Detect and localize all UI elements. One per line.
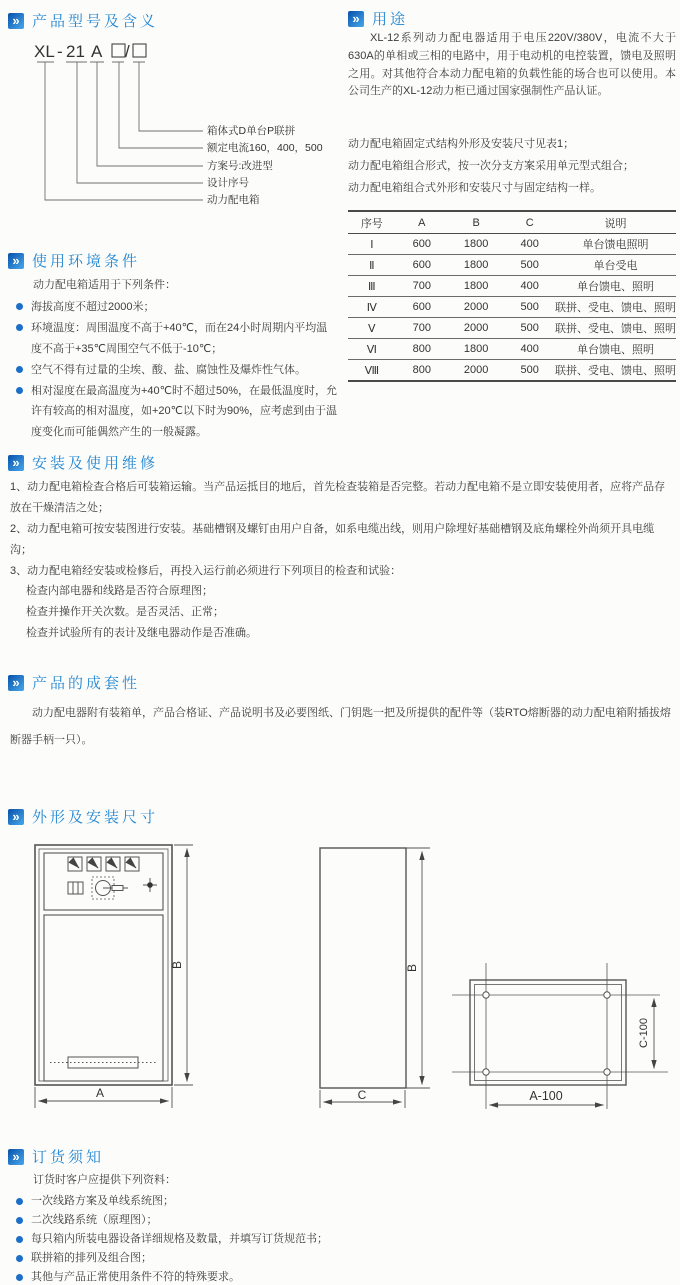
mounting-plan-drawing xyxy=(452,963,668,1109)
front-view-drawing xyxy=(35,845,193,1108)
cell: 600 xyxy=(396,234,448,255)
section-header-dimensions xyxy=(8,806,158,827)
cell: 2000 xyxy=(448,318,505,339)
switch-knob-icon xyxy=(92,877,128,899)
cell: 500 xyxy=(504,255,555,276)
cell: 单台馈电、照明 xyxy=(555,276,676,297)
section-chevron-icon: » xyxy=(8,1149,24,1165)
bullet-icon xyxy=(16,303,23,310)
list-item-text: 联拼箱的排列及组合图； xyxy=(31,1251,152,1264)
environment-intro: 动力配电箱适用于下列条件： xyxy=(33,279,176,291)
label-rated-current: 额定电流160，400，500 xyxy=(207,142,323,154)
instrument-panel xyxy=(44,853,163,910)
table-row xyxy=(348,255,676,276)
col-header: A xyxy=(396,211,448,234)
dim-label-C100: C-100 xyxy=(638,1018,650,1048)
section-header-usage xyxy=(348,8,408,29)
table-row xyxy=(348,234,676,255)
usage-notes xyxy=(348,133,678,199)
dim-label-A100: A-100 xyxy=(529,1089,563,1103)
usage-note: 动力配电箱组合式外形和安装尺寸与固定结构一样。 xyxy=(348,182,601,194)
cell: 400 xyxy=(504,339,555,360)
bullet-icon xyxy=(16,366,23,373)
list-item-text: 相对湿度在最高温度为+40℃时不超过50%，在最低温度时，允许有较高的相对温度，如+20℃以下时为90%，应考虑到由于温度变化而可能偶然产生的一般凝露。 xyxy=(31,384,338,439)
cabinet-door xyxy=(44,915,163,1081)
installation-item: 3、动力配电箱经安装或检修后，再投入运行前必须进行下列项目的检查和试验： xyxy=(10,564,402,577)
model-leader-lines xyxy=(37,62,203,200)
bullet-icon xyxy=(16,1255,23,1262)
cell: Ⅷ xyxy=(348,360,396,382)
model-design: 21 xyxy=(66,42,85,61)
list-item xyxy=(16,1249,656,1268)
cell: 2000 xyxy=(448,297,505,318)
completeness-paragraph: 动力配电器附有装箱单，产品合格证、产品说明书及必要图纸、门钥匙一把及所提供的配件等（装RTO熔断器的动力配电箱附插拔熔断器手柄一只）。 xyxy=(10,707,671,746)
bullet-icon xyxy=(16,1198,23,1205)
meter-icon xyxy=(87,857,101,871)
cell: 800 xyxy=(396,339,448,360)
cell: 500 xyxy=(504,360,555,382)
environment-list xyxy=(16,297,338,443)
label-box-type: 箱体式D单台P联拼 xyxy=(207,125,296,137)
cell: 联拼、受电、馈电、照明 xyxy=(555,297,676,318)
model-current-box xyxy=(112,44,125,57)
usage-paragraph: XL-12系列动力配电器适用于电压220V/380V，电流不大于630A的单相或三相的电路中，用于电动机的电控装置，馈电及照明之用。对其他符合本动力配电箱的负载性能的场合也可以使用。本公司生产的XL-12动力柜已通过国家强制性产品认证。 xyxy=(348,32,676,98)
list-item xyxy=(16,381,338,444)
list-item xyxy=(16,297,338,318)
cell: 1800 xyxy=(448,234,505,255)
usage-note: 动力配电箱组合形式，按一次分支方案采用单元型式组合； xyxy=(348,160,634,172)
list-item xyxy=(16,1192,656,1211)
meter-icon xyxy=(106,857,120,871)
cell: Ⅱ xyxy=(348,255,396,276)
cell: Ⅴ xyxy=(348,318,396,339)
section-chevron-icon: » xyxy=(8,675,24,691)
cell: 单台馈电照明 xyxy=(555,234,676,255)
table-row xyxy=(348,339,676,360)
section-header-model xyxy=(8,10,158,31)
model-code-text xyxy=(34,42,130,61)
section-header-completeness xyxy=(8,672,140,693)
label-scheme-no: 方案号:改进型 xyxy=(207,160,273,172)
ordering-intro: 订货时客户应提供下列资料： xyxy=(33,1174,176,1186)
list-item xyxy=(16,1211,656,1230)
cell: Ⅰ xyxy=(348,234,396,255)
mounting-hole xyxy=(604,992,610,998)
dim-label-A: A xyxy=(95,1086,105,1100)
model-slash: / xyxy=(125,42,130,61)
cell: 800 xyxy=(396,360,448,382)
cell: 400 xyxy=(504,276,555,297)
section-chevron-icon: » xyxy=(348,11,364,27)
cell: 联拼、受电、馈电、照明 xyxy=(555,318,676,339)
section-chevron-icon: » xyxy=(8,809,24,825)
usage-note: 动力配电箱固定式结构外形及安装尺寸见表1； xyxy=(348,138,575,150)
bullet-icon xyxy=(16,387,23,394)
cell: Ⅲ xyxy=(348,276,396,297)
model-code-diagram xyxy=(25,33,343,219)
mounting-hole xyxy=(604,1069,610,1075)
table-header-row xyxy=(348,211,676,234)
hole-centerlines xyxy=(452,963,668,1109)
table-row xyxy=(348,297,676,318)
cell: 400 xyxy=(504,234,555,255)
cell: 单台馈电、照明 xyxy=(555,339,676,360)
table-row xyxy=(348,360,676,382)
list-item-text: 环境温度：周围温度不高于+40℃，而在24小时周期内平均温度不高于+35℃周围空气不低于-10℃； xyxy=(31,321,328,355)
indicator-lamp-icon xyxy=(143,878,157,892)
section-title-environment: 使用环境条件 xyxy=(32,253,141,270)
meter-icon xyxy=(68,857,82,871)
dim-label-B: B xyxy=(405,963,419,973)
mounting-hole xyxy=(483,992,489,998)
col-header: C xyxy=(504,211,555,234)
list-item-text: 空气不得有过量的尘埃、酸、盐、腐蚀性及爆炸性气体。 xyxy=(31,363,306,376)
cell: 600 xyxy=(396,255,448,276)
model-dash: - xyxy=(57,42,63,61)
cell: 500 xyxy=(504,318,555,339)
section-header-environment xyxy=(8,250,140,271)
list-item xyxy=(16,318,338,360)
section-title-completeness: 产品的成套性 xyxy=(32,675,141,692)
cell: 1800 xyxy=(448,276,505,297)
side-view-drawing xyxy=(320,848,430,1108)
list-item-text: 其他与产品正常使用条件不符的特殊要求。 xyxy=(31,1270,240,1283)
table-row xyxy=(348,276,676,297)
table-row xyxy=(348,318,676,339)
section-chevron-icon: » xyxy=(8,13,24,29)
list-item xyxy=(16,1268,656,1285)
col-header: 说明 xyxy=(555,211,676,234)
label-design-no: 设计序号 xyxy=(207,177,249,189)
dim-label-B: B xyxy=(170,960,184,970)
bullet-icon xyxy=(16,1236,23,1243)
bullet-icon xyxy=(16,1274,23,1281)
cell: 单台受电 xyxy=(555,255,676,276)
cell: 联拼、受电、馈电、照明 xyxy=(555,360,676,382)
model-scheme: A xyxy=(91,42,103,61)
section-title-ordering: 订货须知 xyxy=(32,1149,105,1166)
col-header: B xyxy=(448,211,505,234)
cell: 700 xyxy=(396,276,448,297)
outline-drawings xyxy=(0,835,680,1125)
installation-check-item: 检查并试验所有的表计及继电器动作是否准确。 xyxy=(26,627,257,640)
installation-text xyxy=(10,477,674,644)
list-item xyxy=(16,360,338,381)
section-title-installation: 安装及使用维修 xyxy=(32,455,159,472)
section-title-dimensions: 外形及安装尺寸 xyxy=(32,809,159,826)
model-labels xyxy=(207,124,323,206)
installation-item: 2、动力配电箱可按安装图进行安装。基础槽钢及螺钉由用户自备，如系电缆出线，则用户除埋好基础槽钢及底角螺栓外尚须开具电缆沟； xyxy=(10,522,655,556)
cell: 1800 xyxy=(448,339,505,360)
cell: 500 xyxy=(504,297,555,318)
terminal-block-icon xyxy=(68,882,83,894)
label-product: 动力配电箱 xyxy=(207,194,260,206)
cell: Ⅵ xyxy=(348,339,396,360)
dim-label-C: C xyxy=(357,1088,367,1102)
meter-icon xyxy=(125,857,139,871)
cell: 2000 xyxy=(448,360,505,382)
section-chevron-icon: » xyxy=(8,455,24,471)
section-title-model: 产品型号及含义 xyxy=(32,13,159,30)
installation-check-item: 检查并操作开关次数。是否灵活、正常； xyxy=(26,606,224,619)
list-item-text: 海拔高度不超过2000米； xyxy=(31,301,155,313)
cell: Ⅳ xyxy=(348,297,396,318)
col-header: 序号 xyxy=(348,211,396,234)
section-header-installation xyxy=(8,452,158,473)
list-item-text: 一次线路方案及单线系统图； xyxy=(31,1195,174,1207)
section-header-ordering xyxy=(8,1146,104,1167)
list-item xyxy=(16,1230,656,1249)
model-family: XL xyxy=(34,42,55,61)
mounting-hole xyxy=(483,1069,489,1075)
installation-check-item: 检查内部电器和线路是否符合原理图； xyxy=(26,585,213,598)
size-table xyxy=(348,210,676,382)
list-item-text: 二次线路系统（原理图）； xyxy=(31,1213,158,1226)
bullet-icon xyxy=(16,324,23,331)
cell: 600 xyxy=(396,297,448,318)
cell: 700 xyxy=(396,318,448,339)
cell: 1800 xyxy=(448,255,505,276)
cable-gland-slot xyxy=(50,1057,157,1068)
section-title-usage: 用途 xyxy=(372,11,409,28)
list-item-text: 每只箱内所装电器设备详细规格及数量，并填写订货规范书； xyxy=(31,1232,328,1245)
model-structure-box xyxy=(133,44,146,57)
bullet-icon xyxy=(16,1217,23,1224)
installation-item: 1、动力配电箱检查合格后可装箱运输。当产品运抵目的地后，首先检查装箱是否完整。若动力配电箱不是立即安装使用者，应将产品存放在干燥清洁之处； xyxy=(10,481,666,514)
ordering-list xyxy=(16,1192,656,1285)
section-chevron-icon: » xyxy=(8,253,24,269)
